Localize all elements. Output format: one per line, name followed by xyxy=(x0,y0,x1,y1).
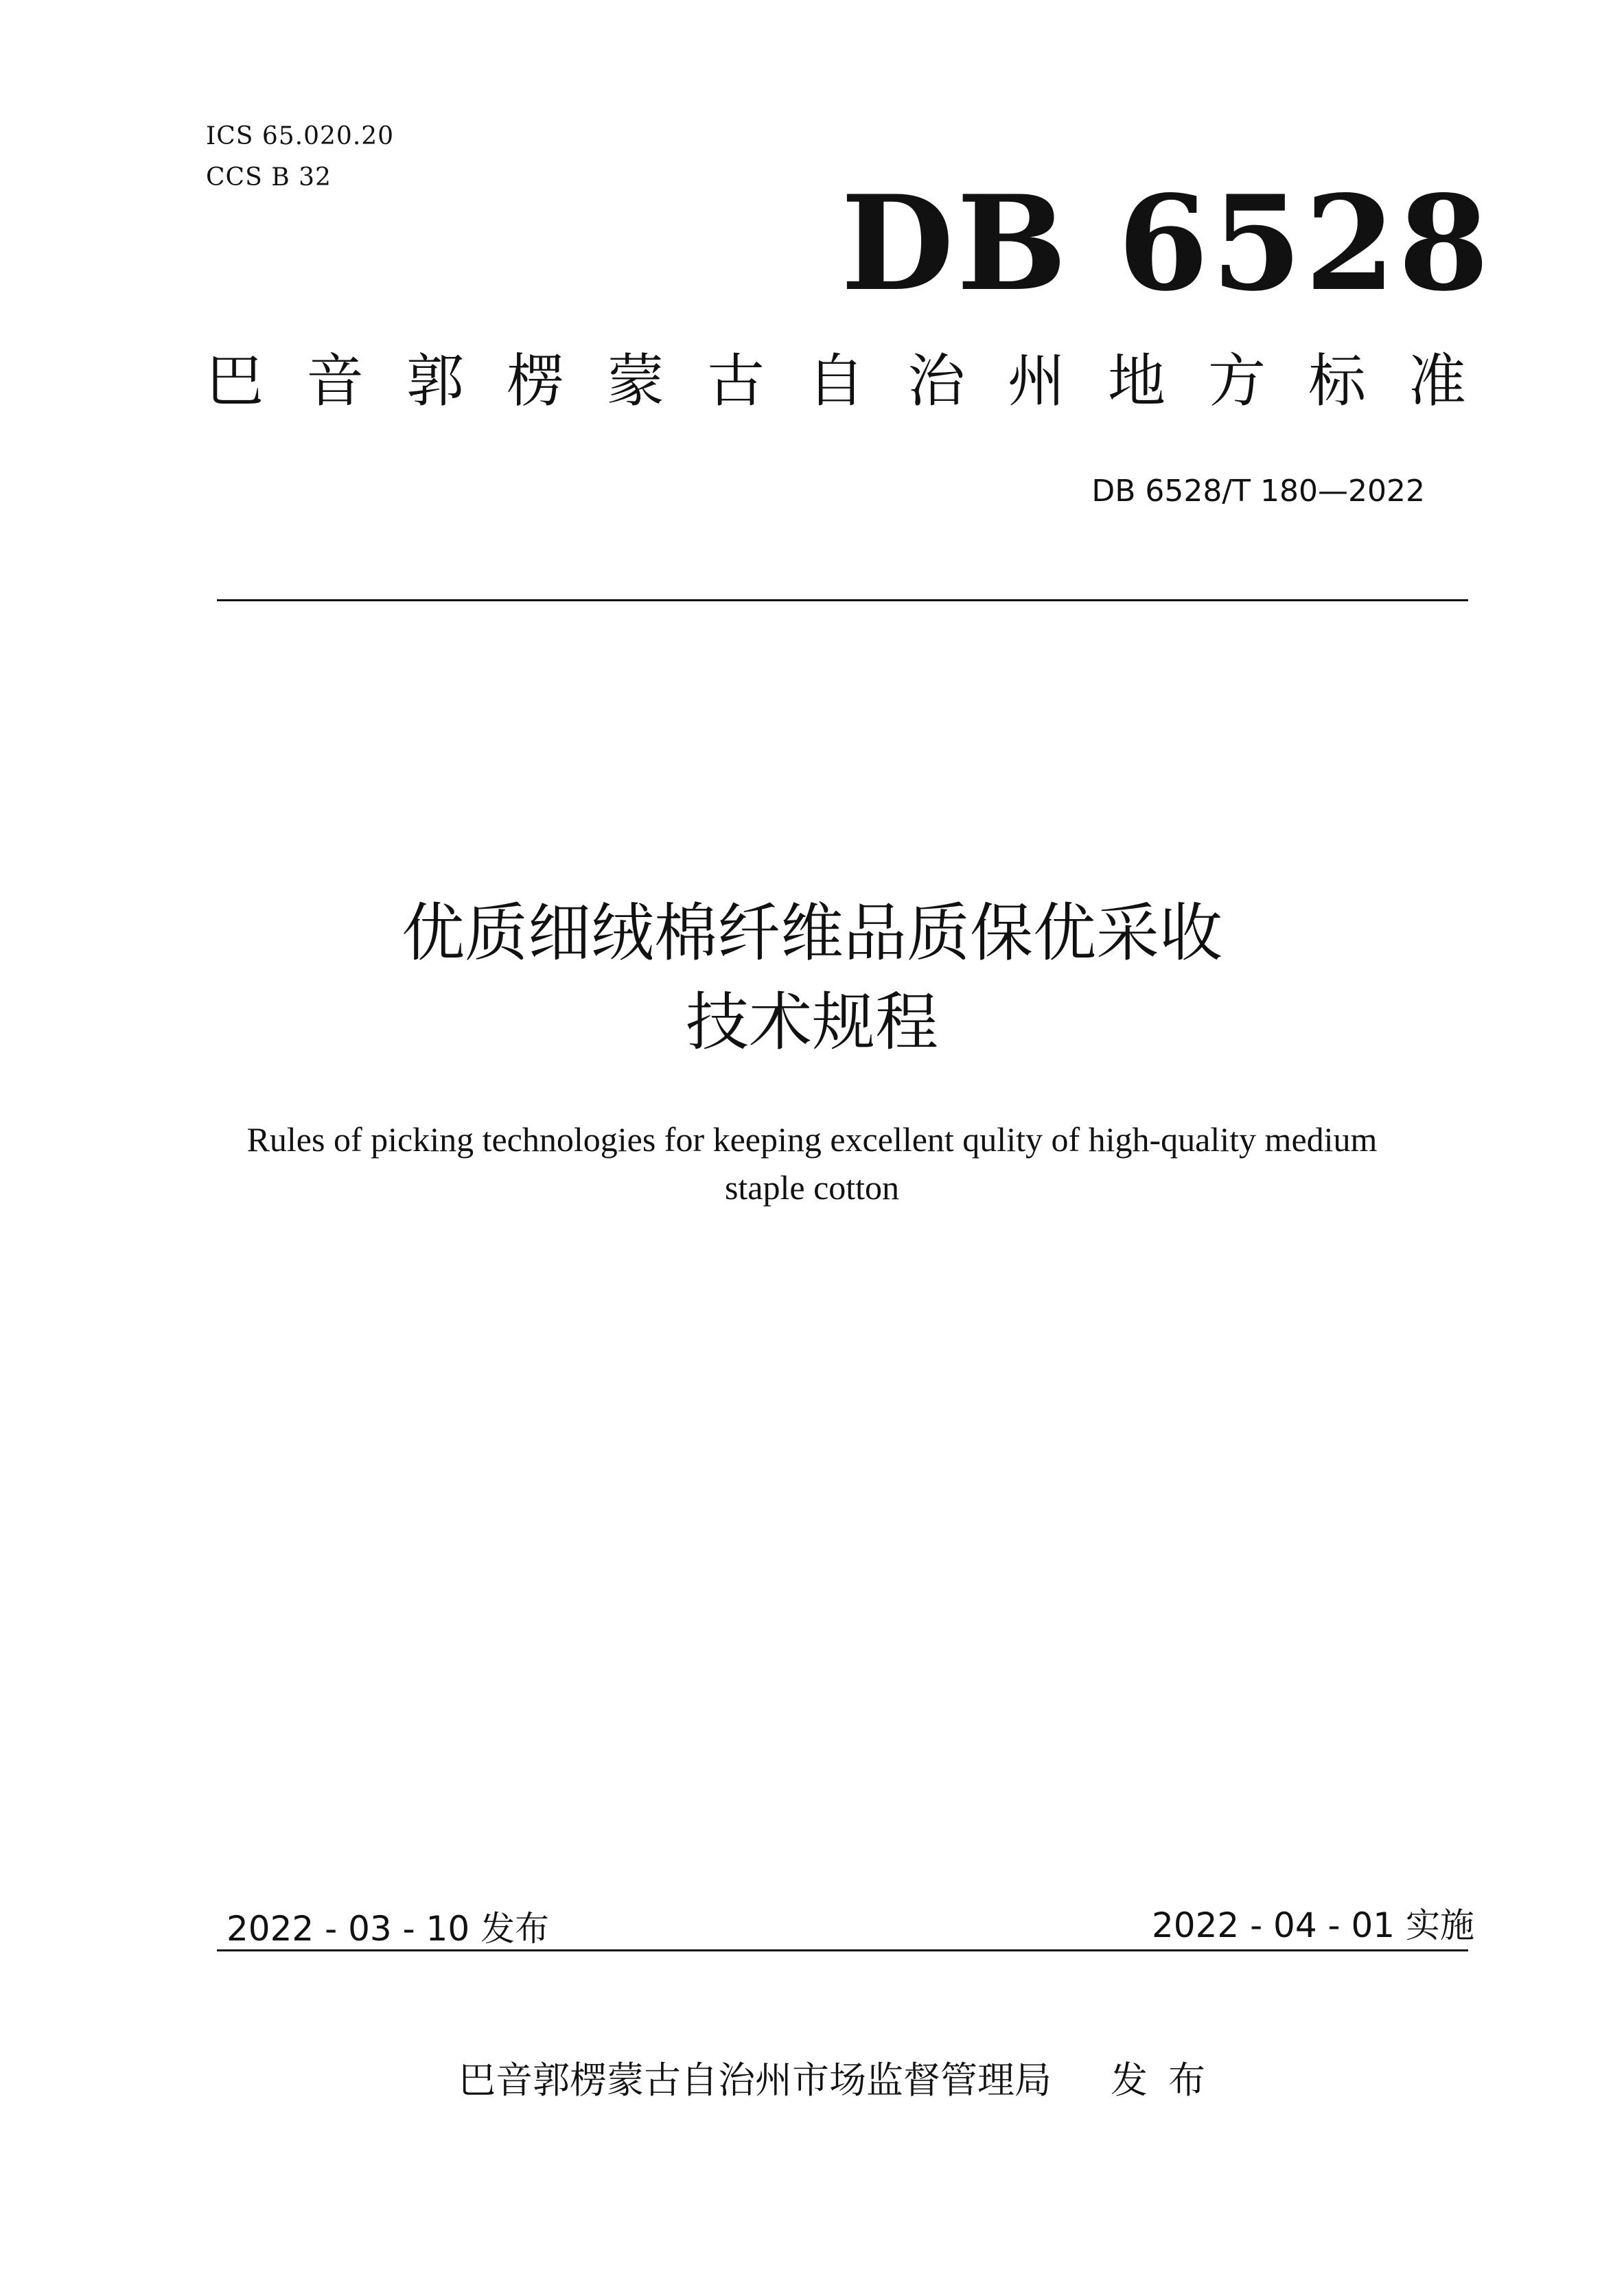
issuing-authority-title: 巴音郭楞蒙古自治州地方标准 xyxy=(206,347,1509,415)
header-divider xyxy=(217,599,1468,601)
db-standard-mark: DB 6528 xyxy=(841,167,1492,320)
footer-divider xyxy=(217,1949,1468,1951)
ics-code: ICS 65.020.20 xyxy=(206,122,395,150)
publisher-name: 巴音郭楞蒙古自治州市场监督管理局 xyxy=(459,2059,1052,2102)
english-title-line-2: staple cotton xyxy=(724,1168,900,1207)
document-title-line-2: 技术规程 xyxy=(685,986,938,1059)
publish-label: 发布 xyxy=(1111,2059,1226,2102)
effective-date: 2022 - 04 - 01 实施 xyxy=(1151,1905,1474,1945)
english-title-line-1: Rules of picking technologies for keeping excellent qulity of high-quality medium xyxy=(246,1120,1378,1159)
issue-date: 2022 - 03 - 10 发布 xyxy=(227,1909,550,1949)
standard-number: DB 6528/T 180—2022 xyxy=(1091,474,1425,509)
document-title-line-1: 优质细绒棉纤维品质保优采收 xyxy=(401,896,1222,970)
ccs-code: CCS B 32 xyxy=(206,163,332,192)
